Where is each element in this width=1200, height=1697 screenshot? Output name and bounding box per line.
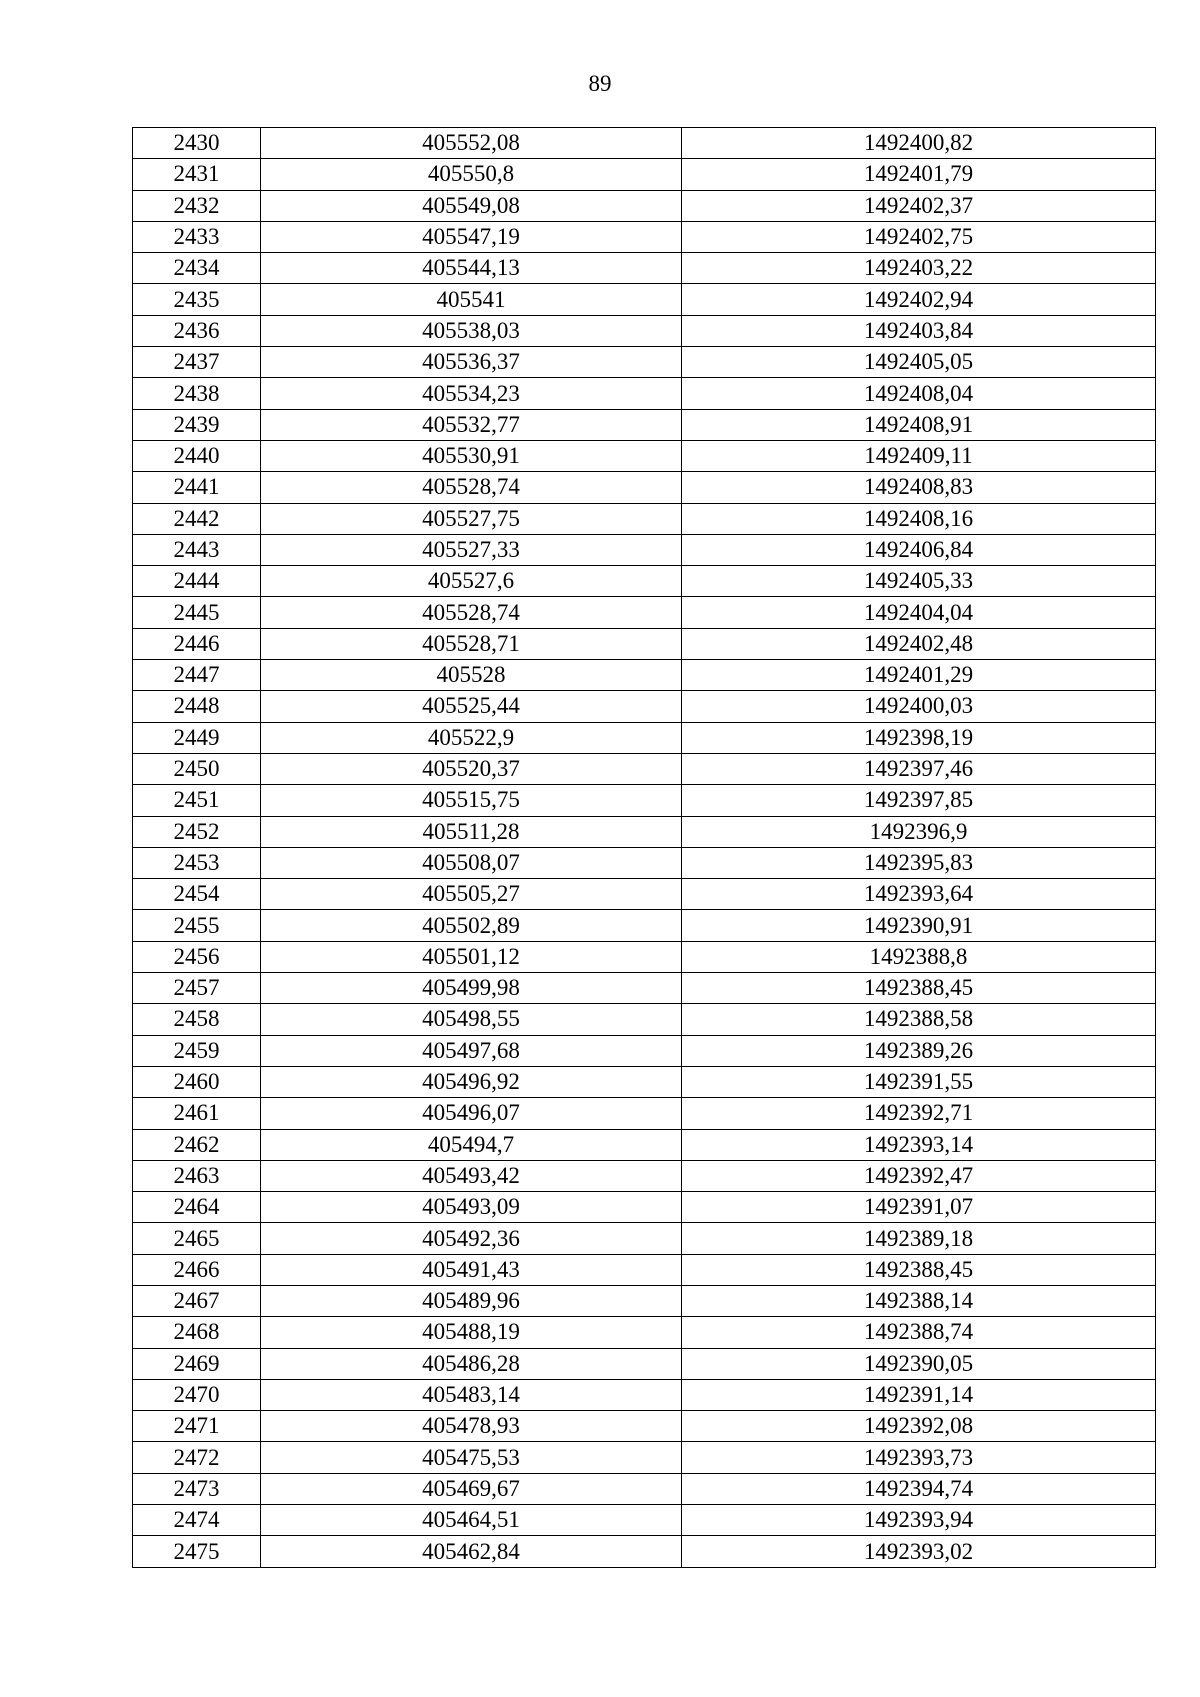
point-number-cell: 2454: [133, 879, 261, 910]
y-coordinate-cell: 1492389,26: [682, 1035, 1156, 1066]
point-number-cell: 2464: [133, 1192, 261, 1223]
point-number-cell: 2469: [133, 1348, 261, 1379]
point-number-cell: 2460: [133, 1066, 261, 1097]
point-number-cell: 2439: [133, 409, 261, 440]
x-coordinate-cell: 405493,09: [261, 1192, 682, 1223]
point-number-cell: 2458: [133, 1004, 261, 1035]
point-number-cell: 2451: [133, 785, 261, 816]
table-row: [133, 472, 1156, 503]
table-row: [133, 973, 1156, 1004]
table-row: [133, 1129, 1156, 1160]
x-coordinate-cell: 405501,12: [261, 941, 682, 972]
table-row: [133, 816, 1156, 847]
point-number-cell: 2474: [133, 1505, 261, 1536]
y-coordinate-cell: 1492406,84: [682, 534, 1156, 565]
y-coordinate-cell: 1492405,05: [682, 347, 1156, 378]
x-coordinate-cell: 405497,68: [261, 1035, 682, 1066]
x-coordinate-cell: 405462,84: [261, 1536, 682, 1567]
point-number-cell: 2438: [133, 378, 261, 409]
point-number-cell: 2471: [133, 1411, 261, 1442]
point-number-cell: 2457: [133, 973, 261, 1004]
point-number-cell: 2450: [133, 753, 261, 784]
table-row: [133, 785, 1156, 816]
table-row: [133, 1254, 1156, 1285]
x-coordinate-cell: 405489,96: [261, 1285, 682, 1316]
y-coordinate-cell: 1492392,08: [682, 1411, 1156, 1442]
page-number: 89: [588, 71, 612, 96]
x-coordinate-cell: 405493,42: [261, 1160, 682, 1191]
x-coordinate-cell: 405541: [261, 284, 682, 315]
point-number-cell: 2455: [133, 910, 261, 941]
table-row: [133, 1098, 1156, 1129]
table-row: [133, 1160, 1156, 1191]
y-coordinate-cell: 1492409,11: [682, 440, 1156, 471]
table-row: [133, 534, 1156, 565]
table-row: [133, 347, 1156, 378]
y-coordinate-cell: 1492400,03: [682, 691, 1156, 722]
coordinates-table-body: [133, 128, 1156, 1568]
point-number-cell: 2445: [133, 597, 261, 628]
point-number-cell: 2435: [133, 284, 261, 315]
x-coordinate-cell: 405502,89: [261, 910, 682, 941]
point-number-cell: 2431: [133, 159, 261, 190]
x-coordinate-cell: 405520,37: [261, 753, 682, 784]
y-coordinate-cell: 1492408,83: [682, 472, 1156, 503]
table-row: [133, 753, 1156, 784]
y-coordinate-cell: 1492388,8: [682, 941, 1156, 972]
point-number-cell: 2442: [133, 503, 261, 534]
x-coordinate-cell: 405475,53: [261, 1442, 682, 1473]
point-number-cell: 2465: [133, 1223, 261, 1254]
point-number-cell: 2461: [133, 1098, 261, 1129]
y-coordinate-cell: 1492395,83: [682, 847, 1156, 878]
y-coordinate-cell: 1492393,14: [682, 1129, 1156, 1160]
table-row: [133, 597, 1156, 628]
point-number-cell: 2436: [133, 315, 261, 346]
y-coordinate-cell: 1492393,64: [682, 879, 1156, 910]
y-coordinate-cell: 1492408,16: [682, 503, 1156, 534]
y-coordinate-cell: 1492388,14: [682, 1285, 1156, 1316]
point-number-cell: 2452: [133, 816, 261, 847]
x-coordinate-cell: 405527,75: [261, 503, 682, 534]
point-number-cell: 2430: [133, 128, 261, 159]
x-coordinate-cell: 405478,93: [261, 1411, 682, 1442]
table-row: [133, 910, 1156, 941]
x-coordinate-cell: 405469,67: [261, 1473, 682, 1504]
table-row: [133, 1473, 1156, 1504]
y-coordinate-cell: 1492388,74: [682, 1317, 1156, 1348]
x-coordinate-cell: 405547,19: [261, 221, 682, 252]
table-row: [133, 409, 1156, 440]
x-coordinate-cell: 405550,8: [261, 159, 682, 190]
point-number-cell: 2443: [133, 534, 261, 565]
point-number-cell: 2453: [133, 847, 261, 878]
point-number-cell: 2447: [133, 660, 261, 691]
table-row: [133, 315, 1156, 346]
table-row: [133, 660, 1156, 691]
x-coordinate-cell: 405498,55: [261, 1004, 682, 1035]
y-coordinate-cell: 1492388,45: [682, 973, 1156, 1004]
x-coordinate-cell: 405527,6: [261, 566, 682, 597]
point-number-cell: 2472: [133, 1442, 261, 1473]
y-coordinate-cell: 1492389,18: [682, 1223, 1156, 1254]
y-coordinate-cell: 1492391,07: [682, 1192, 1156, 1223]
y-coordinate-cell: 1492396,9: [682, 816, 1156, 847]
y-coordinate-cell: 1492408,04: [682, 378, 1156, 409]
x-coordinate-cell: 405528: [261, 660, 682, 691]
point-number-cell: 2468: [133, 1317, 261, 1348]
y-coordinate-cell: 1492401,79: [682, 159, 1156, 190]
y-coordinate-cell: 1492398,19: [682, 722, 1156, 753]
x-coordinate-cell: 405511,28: [261, 816, 682, 847]
x-coordinate-cell: 405530,91: [261, 440, 682, 471]
table-row: [133, 941, 1156, 972]
y-coordinate-cell: 1492393,73: [682, 1442, 1156, 1473]
table-row: [133, 1317, 1156, 1348]
table-row: [133, 1379, 1156, 1410]
point-number-cell: 2437: [133, 347, 261, 378]
x-coordinate-cell: 405505,27: [261, 879, 682, 910]
x-coordinate-cell: 405525,44: [261, 691, 682, 722]
point-number-cell: 2475: [133, 1536, 261, 1567]
x-coordinate-cell: 405544,13: [261, 253, 682, 284]
point-number-cell: 2466: [133, 1254, 261, 1285]
x-coordinate-cell: 405464,51: [261, 1505, 682, 1536]
table-row: [133, 378, 1156, 409]
y-coordinate-cell: 1492392,71: [682, 1098, 1156, 1129]
table-row: [133, 1505, 1156, 1536]
table-row: [133, 284, 1156, 315]
coordinates-table: [132, 127, 1156, 1568]
table-row: [133, 1411, 1156, 1442]
table-row: [133, 722, 1156, 753]
y-coordinate-cell: 1492400,82: [682, 128, 1156, 159]
table-row: [133, 1192, 1156, 1223]
y-coordinate-cell: 1492403,84: [682, 315, 1156, 346]
x-coordinate-cell: 405534,23: [261, 378, 682, 409]
point-number-cell: 2459: [133, 1035, 261, 1066]
x-coordinate-cell: 405488,19: [261, 1317, 682, 1348]
y-coordinate-cell: 1492402,37: [682, 190, 1156, 221]
table-row: [133, 1035, 1156, 1066]
table-row: [133, 1004, 1156, 1035]
x-coordinate-cell: 405538,03: [261, 315, 682, 346]
y-coordinate-cell: 1492402,48: [682, 628, 1156, 659]
table-row: [133, 221, 1156, 252]
y-coordinate-cell: 1492393,94: [682, 1505, 1156, 1536]
x-coordinate-cell: 405552,08: [261, 128, 682, 159]
y-coordinate-cell: 1492405,33: [682, 566, 1156, 597]
point-number-cell: 2462: [133, 1129, 261, 1160]
x-coordinate-cell: 405494,7: [261, 1129, 682, 1160]
x-coordinate-cell: 405486,28: [261, 1348, 682, 1379]
x-coordinate-cell: 405483,14: [261, 1379, 682, 1410]
table-row: [133, 691, 1156, 722]
table-row: [133, 159, 1156, 190]
point-number-cell: 2456: [133, 941, 261, 972]
point-number-cell: 2463: [133, 1160, 261, 1191]
x-coordinate-cell: 405528,71: [261, 628, 682, 659]
point-number-cell: 2467: [133, 1285, 261, 1316]
y-coordinate-cell: 1492390,91: [682, 910, 1156, 941]
point-number-cell: 2446: [133, 628, 261, 659]
table-row: [133, 847, 1156, 878]
table-row: [133, 190, 1156, 221]
y-coordinate-cell: 1492404,04: [682, 597, 1156, 628]
y-coordinate-cell: 1492390,05: [682, 1348, 1156, 1379]
table-row: [133, 128, 1156, 159]
y-coordinate-cell: 1492408,91: [682, 409, 1156, 440]
table-row: [133, 440, 1156, 471]
point-number-cell: 2444: [133, 566, 261, 597]
y-coordinate-cell: 1492402,75: [682, 221, 1156, 252]
table-row: [133, 1442, 1156, 1473]
x-coordinate-cell: 405496,07: [261, 1098, 682, 1129]
point-number-cell: 2470: [133, 1379, 261, 1410]
x-coordinate-cell: 405491,43: [261, 1254, 682, 1285]
y-coordinate-cell: 1492403,22: [682, 253, 1156, 284]
y-coordinate-cell: 1492397,85: [682, 785, 1156, 816]
table-row: [133, 1223, 1156, 1254]
y-coordinate-cell: 1492393,02: [682, 1536, 1156, 1567]
point-number-cell: 2441: [133, 472, 261, 503]
table-row: [133, 1536, 1156, 1567]
table-row: [133, 253, 1156, 284]
table-row: [133, 628, 1156, 659]
table-row: [133, 503, 1156, 534]
table-row: [133, 566, 1156, 597]
x-coordinate-cell: 405532,77: [261, 409, 682, 440]
table-row: [133, 879, 1156, 910]
y-coordinate-cell: 1492401,29: [682, 660, 1156, 691]
x-coordinate-cell: 405528,74: [261, 597, 682, 628]
table-row: [133, 1285, 1156, 1316]
x-coordinate-cell: 405496,92: [261, 1066, 682, 1097]
x-coordinate-cell: 405549,08: [261, 190, 682, 221]
point-number-cell: 2433: [133, 221, 261, 252]
x-coordinate-cell: 405536,37: [261, 347, 682, 378]
y-coordinate-cell: 1492394,74: [682, 1473, 1156, 1504]
point-number-cell: 2440: [133, 440, 261, 471]
point-number-cell: 2434: [133, 253, 261, 284]
y-coordinate-cell: 1492391,14: [682, 1379, 1156, 1410]
x-coordinate-cell: 405522,9: [261, 722, 682, 753]
y-coordinate-cell: 1492392,47: [682, 1160, 1156, 1191]
y-coordinate-cell: 1492402,94: [682, 284, 1156, 315]
x-coordinate-cell: 405492,36: [261, 1223, 682, 1254]
point-number-cell: 2432: [133, 190, 261, 221]
y-coordinate-cell: 1492391,55: [682, 1066, 1156, 1097]
y-coordinate-cell: 1492388,58: [682, 1004, 1156, 1035]
point-number-cell: 2449: [133, 722, 261, 753]
x-coordinate-cell: 405499,98: [261, 973, 682, 1004]
x-coordinate-cell: 405508,07: [261, 847, 682, 878]
table-row: [133, 1066, 1156, 1097]
table-row: [133, 1348, 1156, 1379]
x-coordinate-cell: 405528,74: [261, 472, 682, 503]
point-number-cell: 2473: [133, 1473, 261, 1504]
x-coordinate-cell: 405527,33: [261, 534, 682, 565]
point-number-cell: 2448: [133, 691, 261, 722]
y-coordinate-cell: 1492397,46: [682, 753, 1156, 784]
x-coordinate-cell: 405515,75: [261, 785, 682, 816]
y-coordinate-cell: 1492388,45: [682, 1254, 1156, 1285]
